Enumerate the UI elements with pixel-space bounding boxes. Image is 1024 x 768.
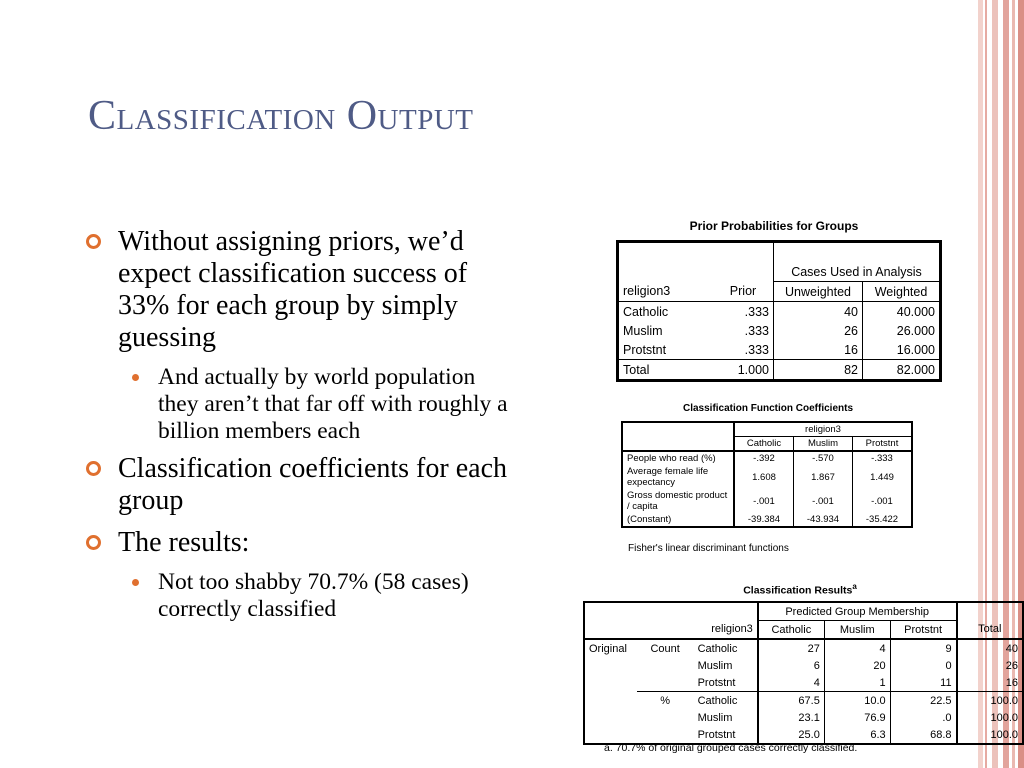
table-cell: 23.1 (758, 709, 825, 726)
table-cell: 27 (758, 639, 825, 657)
col-header: religion3 (711, 623, 753, 636)
row-label: Catholic (697, 642, 738, 655)
row-label: People who read (%) (627, 453, 716, 464)
sub-bullet-text: Not too shabby 70.7% (58 cases) correctly classified (158, 569, 469, 622)
col-header: Weighted (863, 282, 941, 302)
bullet-dot-icon (132, 374, 139, 381)
table-cell: 26 (774, 321, 863, 340)
table-row-total (618, 360, 941, 381)
table-cell: 1.449 (853, 465, 913, 489)
table-cell: 40.000 (863, 302, 941, 322)
table-cell: 76.9 (824, 709, 890, 726)
table-row (618, 321, 941, 340)
bullet-text: Classification coefficients for each group (118, 453, 507, 516)
table-row (622, 489, 912, 513)
table-cell: 26.000 (863, 321, 941, 340)
table-cell: 16 (774, 340, 863, 360)
table-cell: 82.000 (863, 360, 941, 381)
footnote-text: 70.7% of original grouped cases correctly classified. (615, 742, 858, 754)
table-row (584, 657, 1023, 674)
row-label: Muslim (697, 659, 733, 672)
bullet-item (86, 453, 516, 517)
table-cell: -.392 (734, 451, 794, 465)
table-cell: 6.3 (824, 726, 890, 744)
row-label: Gross domestic product / capita (627, 490, 728, 512)
table-cell: 10.0 (824, 692, 890, 710)
table-row (618, 340, 941, 360)
table-cell: .0 (890, 709, 956, 726)
col-header: Muslim (824, 621, 890, 640)
table-cell: 68.8 (890, 726, 956, 744)
col-header: Protstnt (890, 621, 956, 640)
table-cell: 1.000 (737, 362, 769, 377)
table-cell: -.570 (794, 451, 853, 465)
results-table (583, 601, 1024, 745)
table-cell: 11 (890, 674, 956, 692)
results-table-caption (583, 582, 1017, 597)
row-label: Catholic (694, 692, 758, 710)
table-cell: -.001 (853, 489, 913, 513)
table-cell: -43.934 (794, 513, 853, 527)
table-row (622, 451, 912, 465)
row-group-label: Original (589, 642, 627, 655)
table-row (584, 709, 1023, 726)
table-row (584, 674, 1023, 692)
coef-table-caption: Classification Function Coefficients (682, 403, 854, 414)
table-cell: 1 (824, 674, 890, 692)
table-cell: .333 (744, 304, 769, 319)
table-cell: 4 (824, 639, 890, 657)
col-header: Total (957, 621, 1023, 640)
prior-table (616, 240, 942, 382)
col-header: Muslim (794, 437, 853, 452)
caption-text: Classification Results (743, 584, 853, 597)
table-cell: 16 (957, 674, 1023, 692)
table-cell: 26 (957, 657, 1023, 674)
row-label: Muslim (623, 323, 663, 338)
bullet-text: The results: (118, 527, 250, 558)
col-header: Prior (729, 284, 757, 299)
col-header: Catholic (734, 437, 794, 452)
group-header: Predicted Group Membership (758, 602, 957, 621)
table-cell: 1.867 (794, 465, 853, 489)
table-cell: .333 (744, 323, 769, 338)
table-row (622, 465, 912, 489)
table-cell: 100.0 (957, 692, 1023, 710)
coef-table-footnote: Fisher's linear discriminant functions (628, 543, 789, 554)
table-cell: 4 (758, 674, 825, 692)
table-cell: 40 (774, 302, 863, 322)
slide-title: Classification Output (88, 93, 474, 139)
footnote-marker: a. (604, 742, 613, 754)
table-cell: 40 (957, 639, 1023, 657)
sub-bullet-text: And actually by world population they aren’t that far off with roughly a billion members each (158, 364, 508, 444)
row-label: (Constant) (627, 514, 672, 525)
row-label: Protstnt (623, 342, 667, 357)
caption-superscript: a (852, 582, 857, 591)
table-cell: 20 (824, 657, 890, 674)
row-label: Total (623, 362, 650, 377)
table-cell: 6 (758, 657, 825, 674)
bullet-circle-icon (86, 461, 101, 476)
table-cell: .333 (744, 342, 769, 357)
bullet-item (86, 527, 516, 559)
table-cell: 9 (890, 639, 956, 657)
prior-table-caption: Prior Probabilities for Groups (689, 219, 859, 233)
table-cell: -.001 (794, 489, 853, 513)
bullet-item (86, 226, 516, 354)
table-cell: -39.384 (734, 513, 794, 527)
table-cell: 67.5 (758, 692, 825, 710)
group-header: religion3 (734, 422, 912, 437)
row-label: Muslim (697, 711, 733, 724)
row-label: Catholic (623, 304, 669, 319)
table-cell: -35.422 (853, 513, 913, 527)
bullet-circle-icon (86, 234, 101, 249)
sub-bullet-item (118, 364, 516, 445)
table-cell: 82 (774, 360, 863, 381)
table-row (618, 302, 941, 322)
table-cell: 100.0 (957, 709, 1023, 726)
table-cell: 1.608 (734, 465, 794, 489)
table-cell: 25.0 (758, 726, 825, 744)
row-group-label: % (637, 692, 694, 710)
col-header: Protstnt (853, 437, 913, 452)
row-label: Average female life expectancy (627, 466, 709, 488)
table-row (584, 639, 1023, 657)
table-cell: 100.0 (957, 726, 1023, 744)
col-header: religion3 (623, 284, 671, 299)
row-group-label: Count (650, 642, 680, 655)
coef-table (621, 421, 913, 528)
bullet-list (86, 226, 516, 631)
group-header: Cases Used in Analysis (774, 262, 941, 282)
row-label: Protstnt (697, 676, 736, 689)
table-row (622, 513, 912, 527)
row-label: Protstnt (697, 728, 736, 741)
table-cell: -.001 (734, 489, 794, 513)
col-header: Catholic (758, 621, 825, 640)
col-header: Unweighted (774, 282, 863, 302)
sub-bullet-item (118, 569, 516, 623)
table-row (584, 692, 1023, 710)
bullet-dot-icon (132, 579, 139, 586)
table-cell: -.333 (853, 451, 913, 465)
bullet-text: Without assigning priors, we’d expect classification success of 33% for each group by simply guessing (118, 226, 468, 353)
table-cell: 22.5 (890, 692, 956, 710)
table-cell: 16.000 (863, 340, 941, 360)
results-table-footnote (604, 742, 857, 754)
table-cell: 0 (890, 657, 956, 674)
bullet-circle-icon (86, 535, 101, 550)
